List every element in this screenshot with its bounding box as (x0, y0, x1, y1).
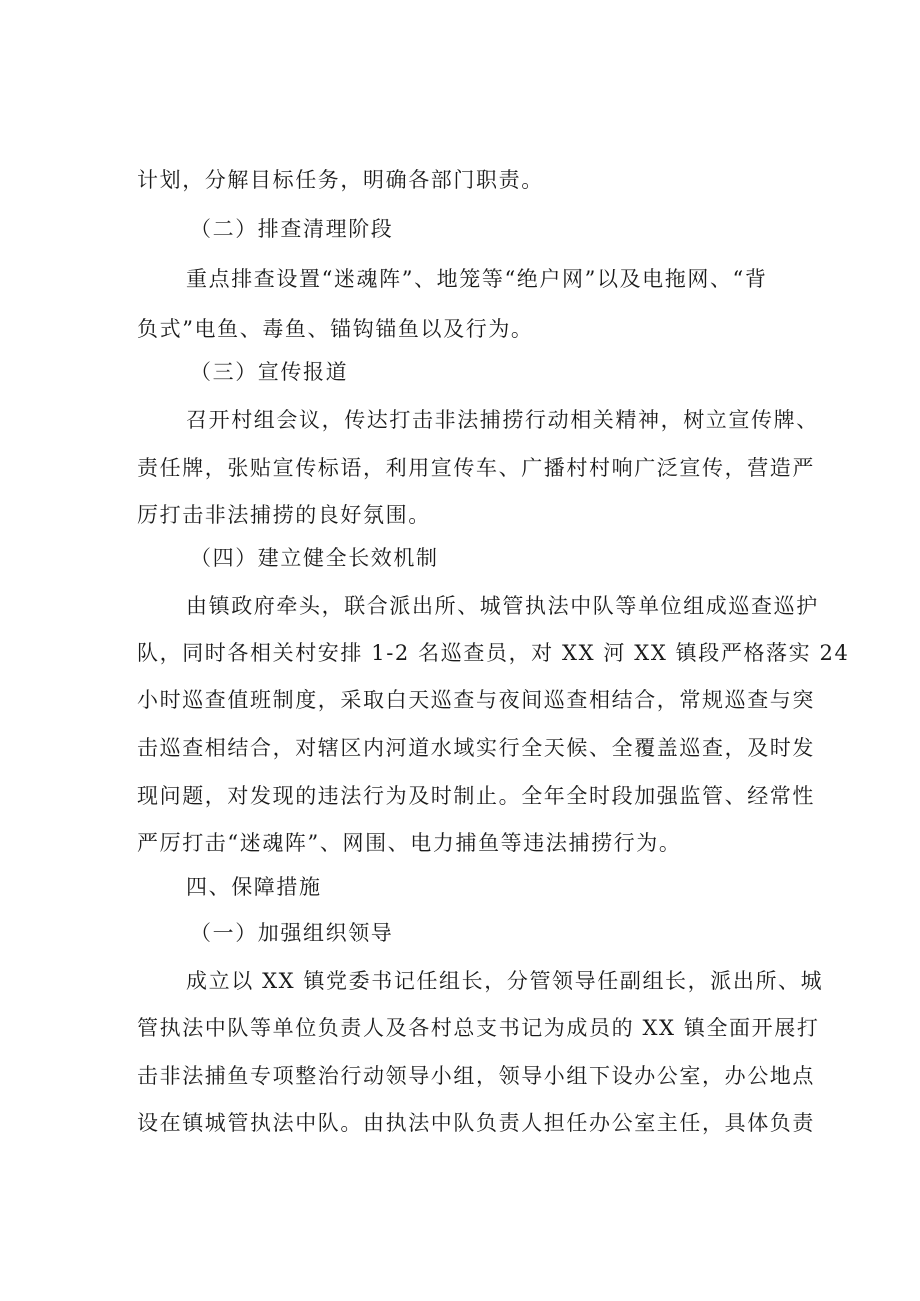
paragraph-line: 管执法中队等单位负责人及各村总支书记为成员的 XX 镇全面开展打 (137, 1016, 820, 1040)
paragraph-line: 现问题，对发现的违法行为及时制止。全年全时段加强监管、经常性 (137, 784, 815, 808)
section-heading-1: 四、保障措施 (186, 875, 322, 899)
paragraph-line: 召开村组会议，传达打击非法捕捞行动相关精神，树立宣传牌、 (186, 408, 819, 432)
section-heading-4-1: （一）加强组织领导 (190, 921, 394, 945)
paragraph-line: 队，同时各相关村安排 1-2 名巡查员，对 XX 河 XX 镇段严格落实 24 (137, 641, 850, 665)
paragraph-line: 负式”电鱼、毒鱼、锚钩锚鱼以及行为。 (137, 317, 534, 341)
paragraph-continuation: 计划，分解目标任务，明确各部门职责。 (137, 168, 544, 192)
paragraph-line: 成立以 XX 镇党委书记任组长，分管领导任副组长，派出所、城 (186, 969, 824, 993)
section-heading-2-3: （三）宣传报道 (190, 360, 349, 384)
paragraph-line: 击巡查相结合，对辖区内河道水域实行全天候、全覆盖巡查，及时发 (137, 736, 815, 760)
paragraph-line: 击非法捕鱼专项整治行动领导小组，领导小组下设办公室，办公地点 (137, 1064, 815, 1088)
paragraph-line: 重点排查设置“迷魂阵”、地笼等“绝户网”以及电拖网、“背 (186, 267, 768, 291)
paragraph-line: 责任牌，张贴宣传标语，利用宣传车、广播村村响广泛宣传，营造严 (137, 456, 815, 480)
paragraph-line: 小时巡查值班制度，采取白天巡查与夜间巡查相结合，常规巡查与突 (137, 688, 815, 712)
paragraph-line: 设在镇城管执法中队。由执法中队负责人担任办公室主任，具体负责 (137, 1111, 815, 1135)
paragraph-line: 由镇政府牵头，联合派出所、城管执法中队等单位组成巡查巡护 (186, 594, 819, 618)
paragraph-line: 严厉打击“迷魂阵”、网围、电力捕鱼等违法捕捞行为。 (137, 831, 682, 855)
paragraph-line: 厉打击非法捕捞的良好氛围。 (137, 503, 431, 527)
section-heading-2-2: （二）排查清理阶段 (190, 217, 394, 241)
section-heading-2-4: （四）建立健全长效机制 (190, 546, 439, 570)
